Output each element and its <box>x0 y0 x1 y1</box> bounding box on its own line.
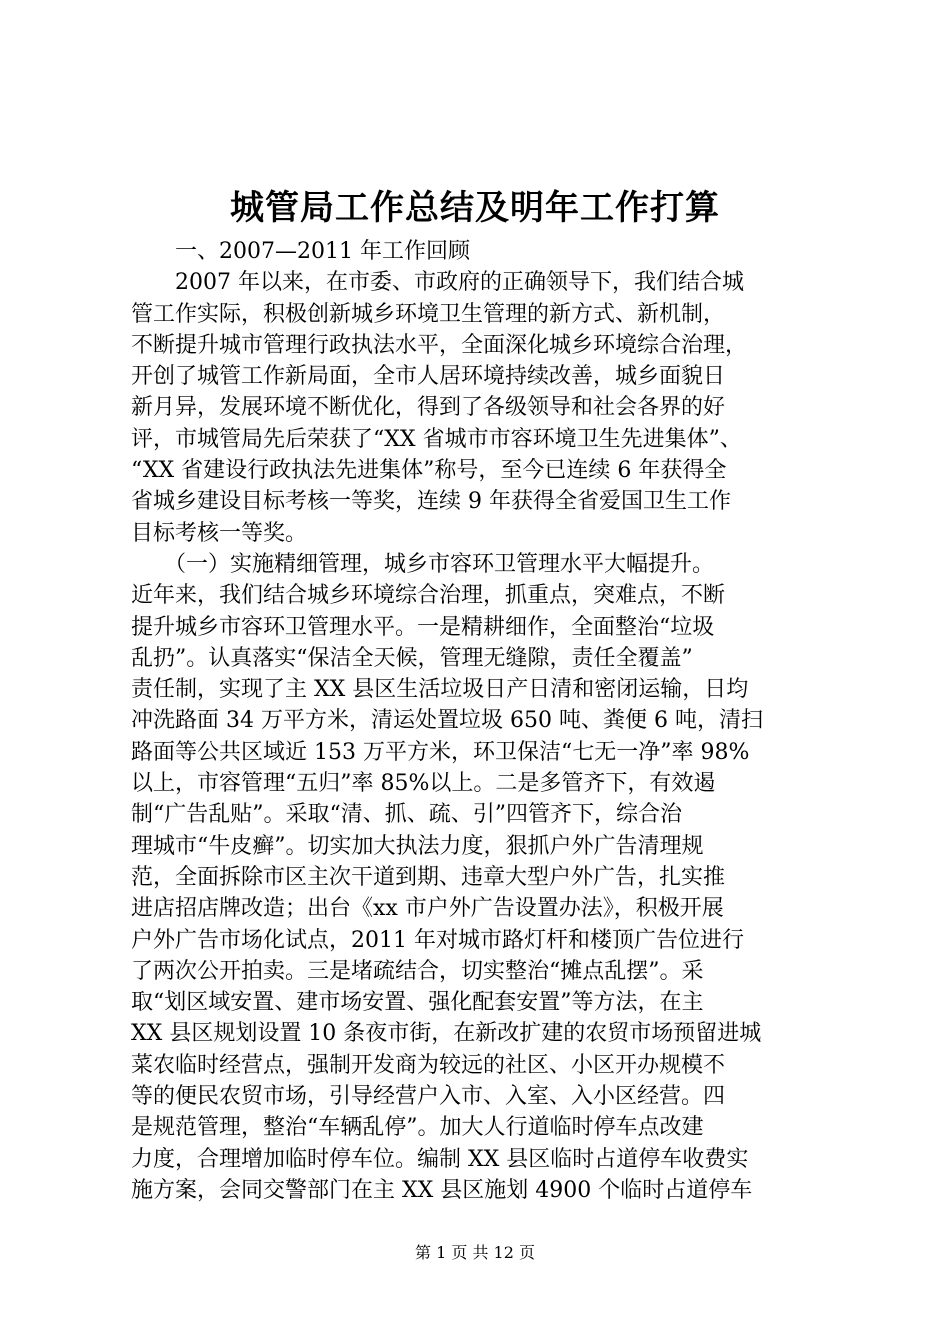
body-line: 管工作实际，积极创新城乡环境卫生管理的新方式、新机制， <box>131 301 726 327</box>
body-line: 一、2007—2011 年工作回顾 <box>131 239 470 264</box>
body-line: 取“划区域安置、建市场安置、强化配套安置”等方法，在主 <box>131 990 704 1016</box>
body-line: 新月异，发展环境不断优化，得到了各级领导和社会各界的好 <box>131 395 726 421</box>
document-body <box>131 236 841 1206</box>
body-line: 省城乡建设目标考核一等奖，连续 9 年获得全省爱国卫生工作 <box>131 489 731 515</box>
body-line: 开创了城管工作新局面，全市人居环境持续改善，城乡面貌日 <box>131 364 726 390</box>
body-line: （一）实施精细管理，城乡市容环卫管理水平大幅提升。 <box>131 551 715 577</box>
body-line: 责任制，实现了主 XX 县区生活垃圾日产日清和密闭运输，日均 <box>131 677 749 703</box>
body-line: 进店招店牌改造；出台《xx 市户外广告设置办法》，积极开展 <box>131 896 724 922</box>
body-line: 不断提升城市管理行政执法水平，全面深化城乡环境综合治理， <box>131 332 748 358</box>
body-line: 施方案，会同交警部门在主 XX 县区施划 4900 个临时占道停车 <box>131 1177 753 1203</box>
body-line: 以上，市容管理“五归”率 85%以上。二是多管齐下，有效遏 <box>131 771 716 797</box>
body-line: 了两次公开拍卖。三是堵疏结合，切实整治“摊点乱摆”。采 <box>131 958 704 984</box>
body-line: 2007 年以来，在市委、市政府的正确领导下，我们结合城 <box>131 270 744 296</box>
body-line: 冲洗路面 34 万平方米，清运处置垃圾 650 吨、粪便 6 吨，清扫 <box>131 708 763 734</box>
body-line: 等的便民农贸市场，引导经营户入市、入室、入小区经营。四 <box>131 1084 726 1110</box>
body-line: 力度，合理增加临时停车位。编制 XX 县区临时占道停车收费实 <box>131 1146 749 1172</box>
body-line: 提升城乡市容环卫管理水平。一是精耕细作，全面整治“垃圾 <box>131 614 715 640</box>
body-line: 范，全面拆除市区主次干道到期、违章大型户外广告，扎实推 <box>131 864 726 890</box>
body-line: 制“广告乱贴”。采取“清、抓、疏、引”四管齐下，综合治 <box>131 802 682 828</box>
body-line: 户外广告市场化试点，2011 年对城市路灯杆和楼顶广告位进行 <box>131 927 744 953</box>
body-line: “XX 省建设行政执法先进集体”称号，至今已连续 6 年获得全 <box>131 458 727 484</box>
body-line: 乱扔”。认真落实“保洁全天候，管理无缝隙，责任全覆盖” <box>131 645 693 671</box>
body-line: 评，市城管局先后荣获了“XX 省城市市容环境卫生先进集体”、 <box>131 426 742 452</box>
body-line: 目标考核一等奖。 <box>131 520 308 546</box>
document-title: 城管局工作总结及明年工作打算 <box>230 188 720 228</box>
body-line: XX 县区规划设置 10 条夜市街，在新改扩建的农贸市场预留进城 <box>131 1021 762 1047</box>
page-footer: 第 1 页 共 12 页 <box>415 1243 535 1262</box>
body-line: 是规范管理，整治“车辆乱停”。加大人行道临时停车点改建 <box>131 1115 704 1141</box>
body-line: 近年来，我们结合城乡环境综合治理，抓重点，突难点，不断 <box>131 583 726 609</box>
body-line: 菜农临时经营点，强制开发商为较远的社区、小区开办规模不 <box>131 1052 726 1078</box>
body-line: 理城市“牛皮癣”。切实加大执法力度，狠抓户外广告清理规 <box>131 833 704 859</box>
body-line: 路面等公共区域近 153 万平方米，环卫保洁“七无一净”率 98% <box>131 739 750 765</box>
